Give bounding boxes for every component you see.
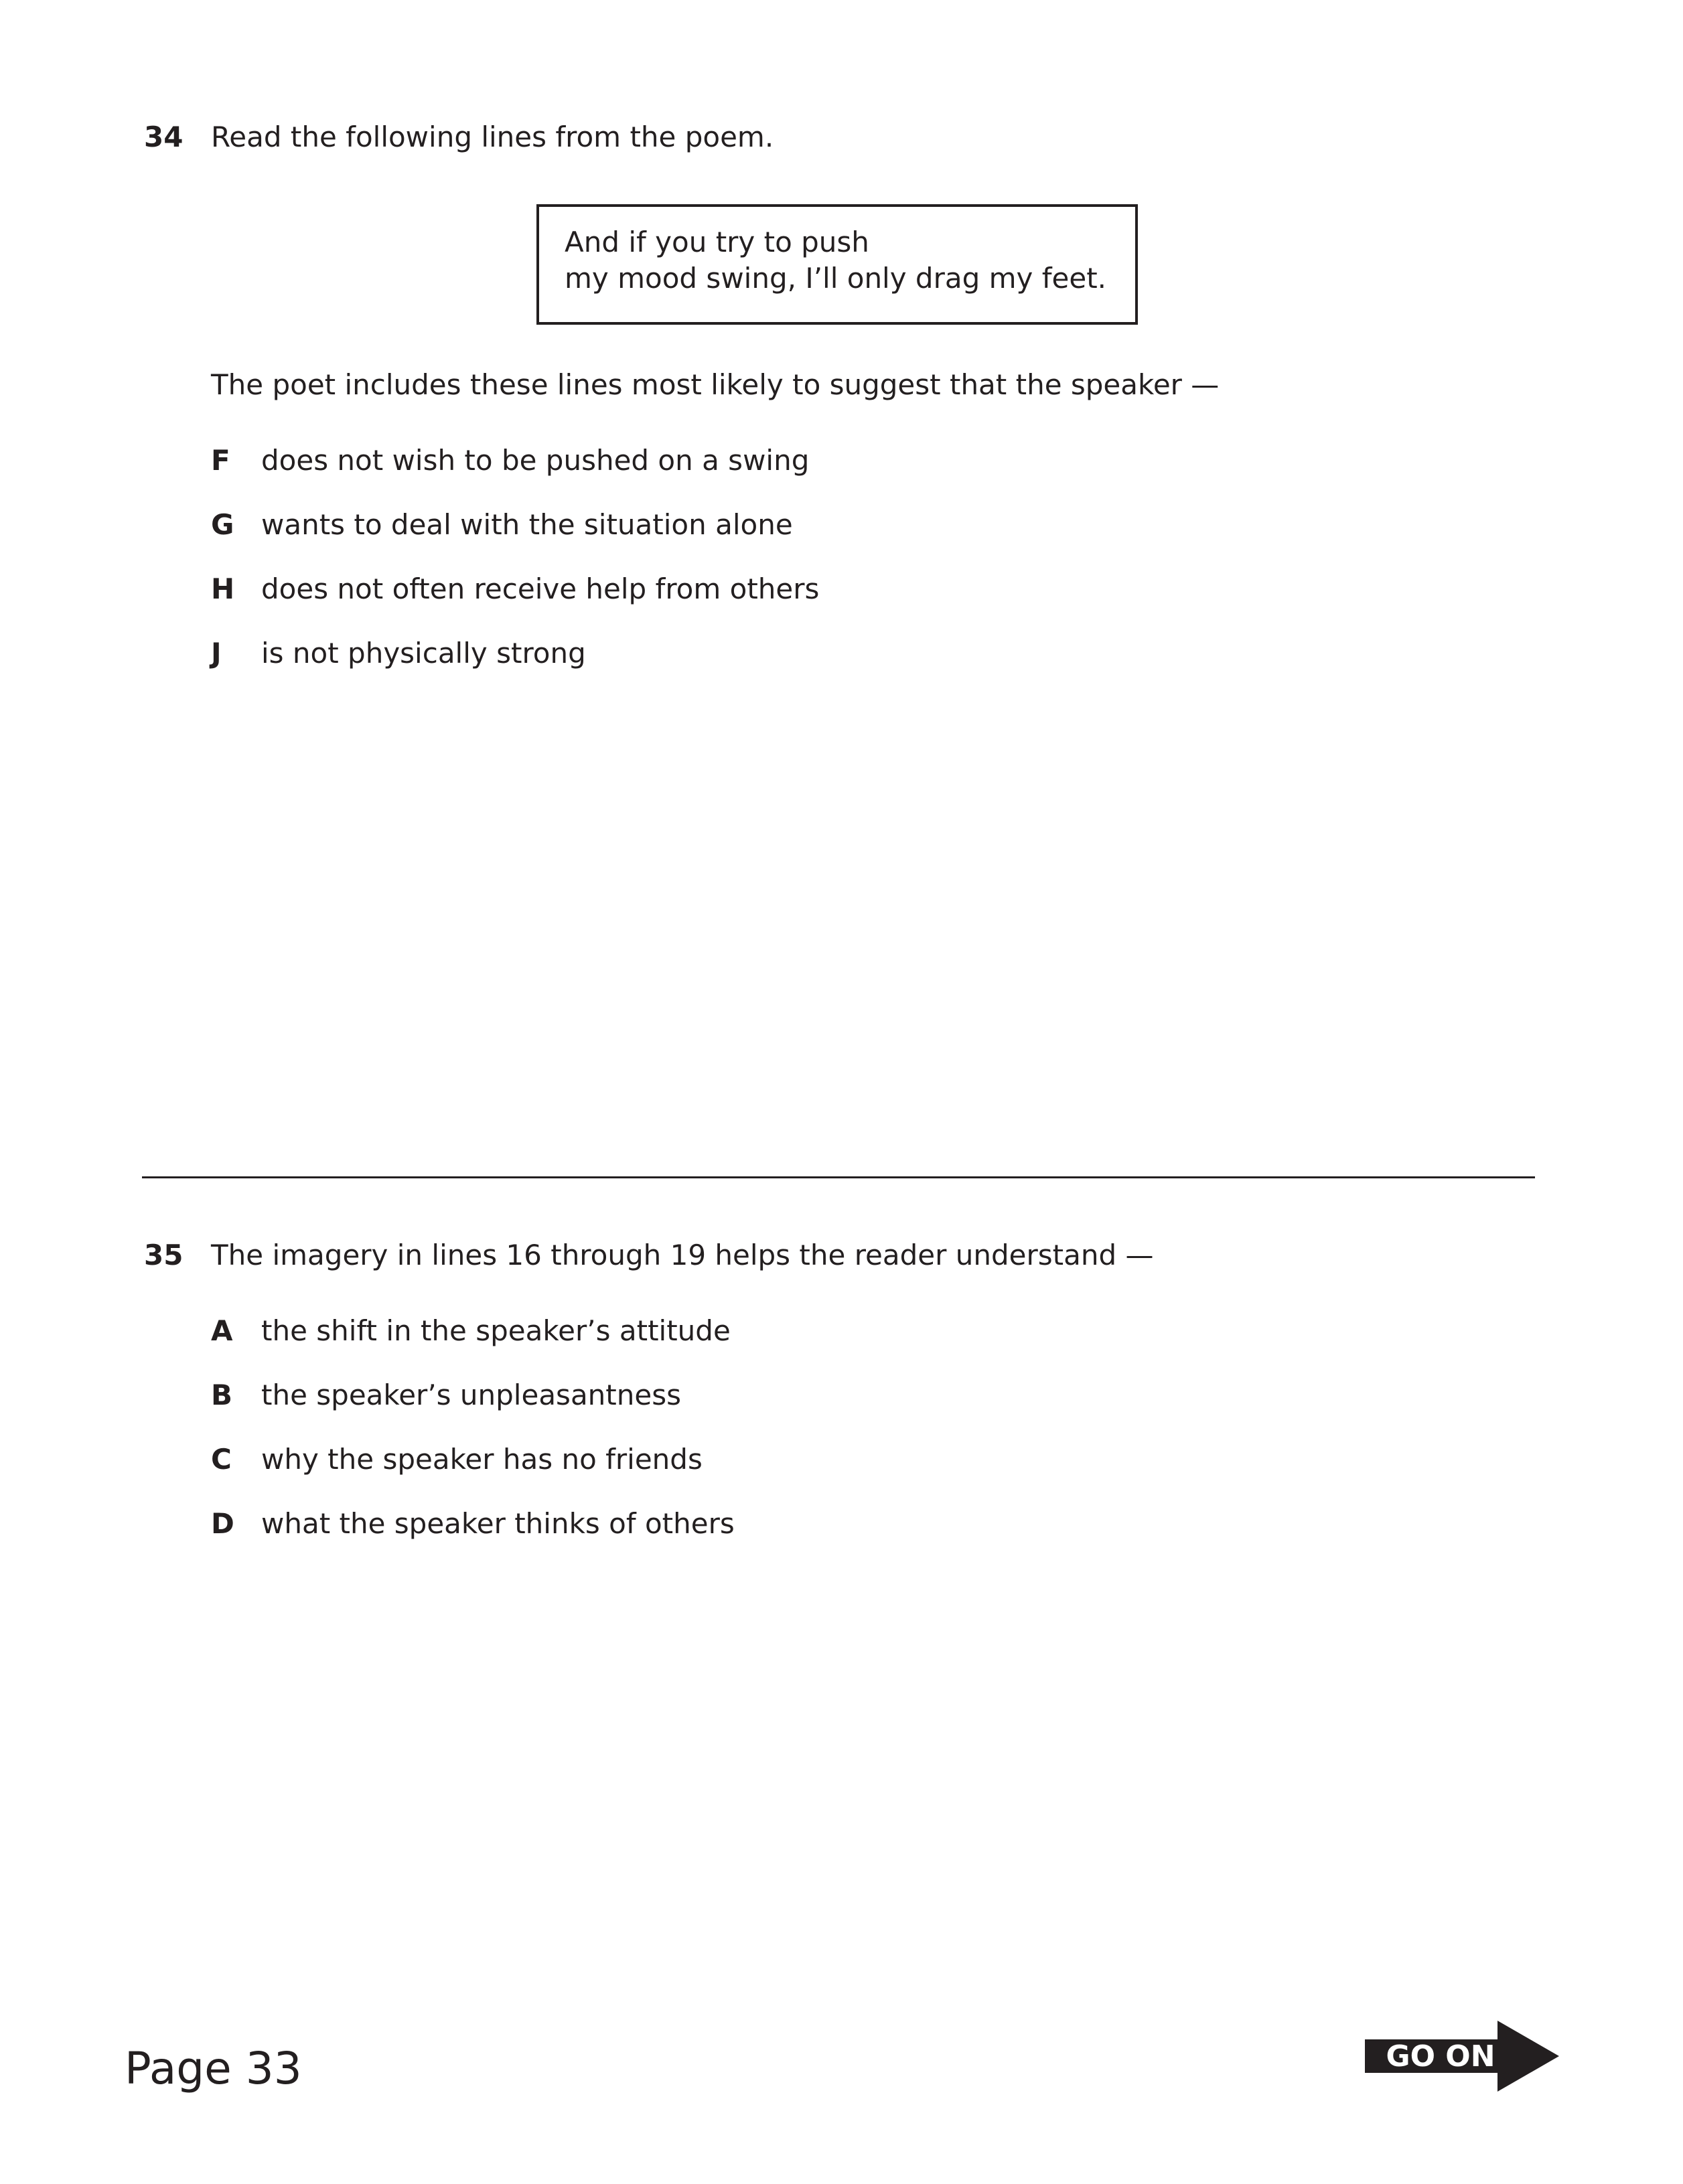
choice-letter: F xyxy=(211,444,230,477)
choice-text: what the speaker thinks of others xyxy=(261,1507,735,1540)
poem-excerpt-box xyxy=(536,204,1138,325)
go-on-label: GO ON xyxy=(1386,2039,1495,2074)
choice-text: is not physically strong xyxy=(261,637,586,670)
excerpt-line: my mood swing, I’ll only drag my feet. xyxy=(565,262,1107,295)
choice-text: the shift in the speaker’s attitude xyxy=(261,1314,731,1347)
question-number: 34 xyxy=(144,121,184,153)
question-stem: The imagery in lines 16 through 19 helps the reader understand — xyxy=(211,1239,1154,1271)
section-divider xyxy=(142,1176,1535,1178)
choice-letter: J xyxy=(211,637,222,670)
choice-letter: C xyxy=(211,1443,232,1476)
go-on-button[interactable] xyxy=(1365,2021,1559,2092)
choice-letter: H xyxy=(211,572,235,605)
choice-letter: D xyxy=(211,1507,234,1540)
choice-text: does not often receive help from others xyxy=(261,572,820,605)
choice-letter: B xyxy=(211,1379,233,1411)
choice-letter: A xyxy=(211,1314,233,1347)
choice-text: wants to deal with the situation alone xyxy=(261,508,793,541)
choice-text: the speaker’s unpleasantness xyxy=(261,1379,681,1411)
question-prompt: The poet includes these lines most likely to suggest that the speaker — xyxy=(211,368,1220,401)
choice-text: why the speaker has no friends xyxy=(261,1443,703,1476)
choice-letter: G xyxy=(211,508,234,541)
excerpt-line: And if you try to push xyxy=(565,226,869,258)
choice-text: does not wish to be pushed on a swing xyxy=(261,444,810,477)
page-number: Page 33 xyxy=(125,2043,302,2094)
question-stem: Read the following lines from the poem. xyxy=(211,121,774,153)
question-number: 35 xyxy=(144,1239,184,1271)
